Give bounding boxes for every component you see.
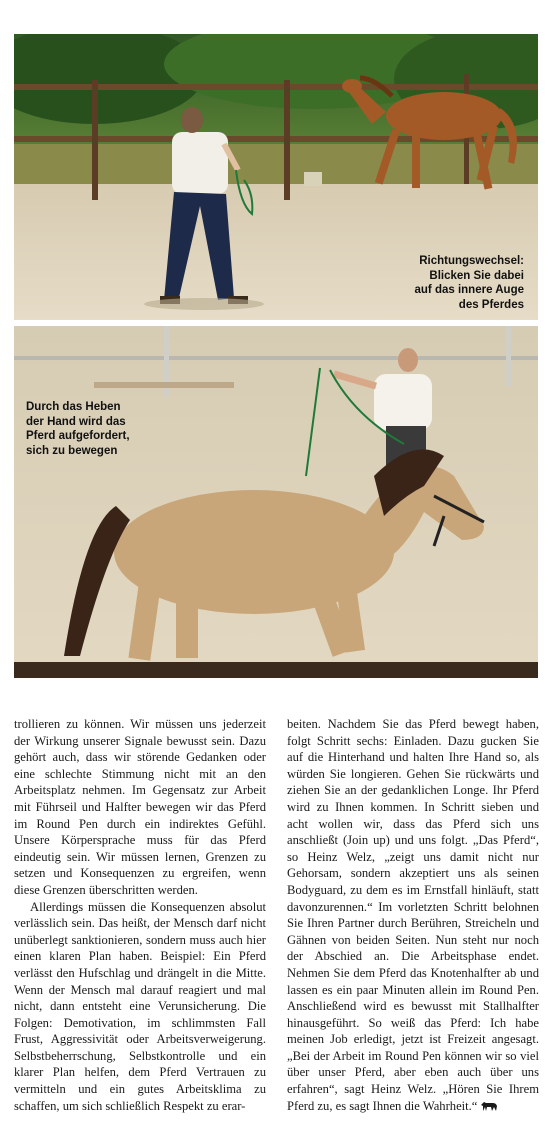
- article-paragraph-last: [287, 716, 539, 1114]
- horse-end-mark-icon: [480, 1101, 498, 1111]
- article-paragraph: trollieren zu können. Wir müssen uns jederzeit der Wirkung unserer Signale bewusst sein. Dazu gehört auch, dass wir störende Gedanken oder eine schlechte Stimmung nicht mit an den Arbeitsplatz nehmen. Im Gegensatz zur Arbeit mit Führseil und Halfter bewegen wir das Pferd im Round Pen durch ein indirektes Gefühl. Unsere Körpersprache muss für das Pferd eindeutig sein. Wir müssen lernen, Grenzen zu setzen und Konsequenzen zu ergreifen, wenn diese Grenzen überschritten werden.: [14, 717, 266, 897]
- photo-direction-change: [14, 34, 538, 320]
- article-paragraph: Allerdings müssen die Konsequenzen absolut verlässlich sein. Das heißt, der Mensch darf nicht unüberlegt sanktionieren, sondern muss auch hier einen klaren Plan haben. Beispiel: Ein Pferd verlässt den Hufschlag und drängelt in die Mitte. Wenn der Mensch mal darauf reagiert und mal nicht, dann entsteht eine Verunsicherung. Die Folgen: Demotivation, im schlimmsten Fall Frust, Aggressivität oder Arbeitsverweigerung. Selbstbeherrschung, Selbstkontrolle und ein klarer Plan helfen, dem Pferd Vertrauen zu vermitteln und ein gutes Arbeitsklima zu schaffen, um sich schließlich Respekt zu erar-: [14, 899, 266, 1113]
- article-column-left: [14, 716, 266, 1114]
- photo-caption: Richtungswechsel: Blicken Sie dabei auf das innere Auge des Pferdes: [414, 255, 524, 311]
- article-paragraph-text: beiten. Nachdem Sie das Pferd bewegt haben, folgt Schritt sechs: Einladen. Dazu gucken Sie auf die Hinterhand und halten Ihre Hand so, als würden Sie longieren. Gehen Sie rückwärts und ziehen Sie an der gedanklichen Longe. Ihr Pferd wird zu Ihnen kommen. In Schritt sieben und acht wollen wir, dass das Pferd sich uns anschließt (Join up) und uns folgt. „Das Pferd“, so Heinz Welz, „zeigt uns damit nicht nur Gehorsam, sondern akzeptiert uns als seinen Bodyguard, zu dem es im Ernstfall hinläuft, statt davonzurennen.“ Im vorletzten Schritt belohnen Sie Ihren Partner durch Berühren, Streicheln und Gähnen von beiden Seiten. Nun steht nur noch der Abschied an. Die Arbeitsphase endet. Nehmen Sie dem Pferd das Knotenhalfter ab und lassen es ein paar Minuten allein im Round Pen. Anschließend wird es bewusst mit Stallhalfter hinausgeführt. So weiß das Pferd: Ich habe meinen Job erledigt, jetzt ist Freizeit angesagt. „Bei der Arbeit im Round Pen können wir so viel über unser Pferd, aber eben auch über uns erfahren“, sagt Heinz Welz. „Hören Sie Ihrem Pferd zu, es sagt Ihnen die Wahrheit.“: [287, 717, 539, 1113]
- photo-caption: Durch das Heben der Hand wird das Pferd aufgefordert, sich zu bewegen: [26, 401, 130, 457]
- photo-raising-hand-image: [14, 326, 538, 678]
- photo-raising-hand: [14, 326, 538, 678]
- article-column-right: [287, 716, 539, 1114]
